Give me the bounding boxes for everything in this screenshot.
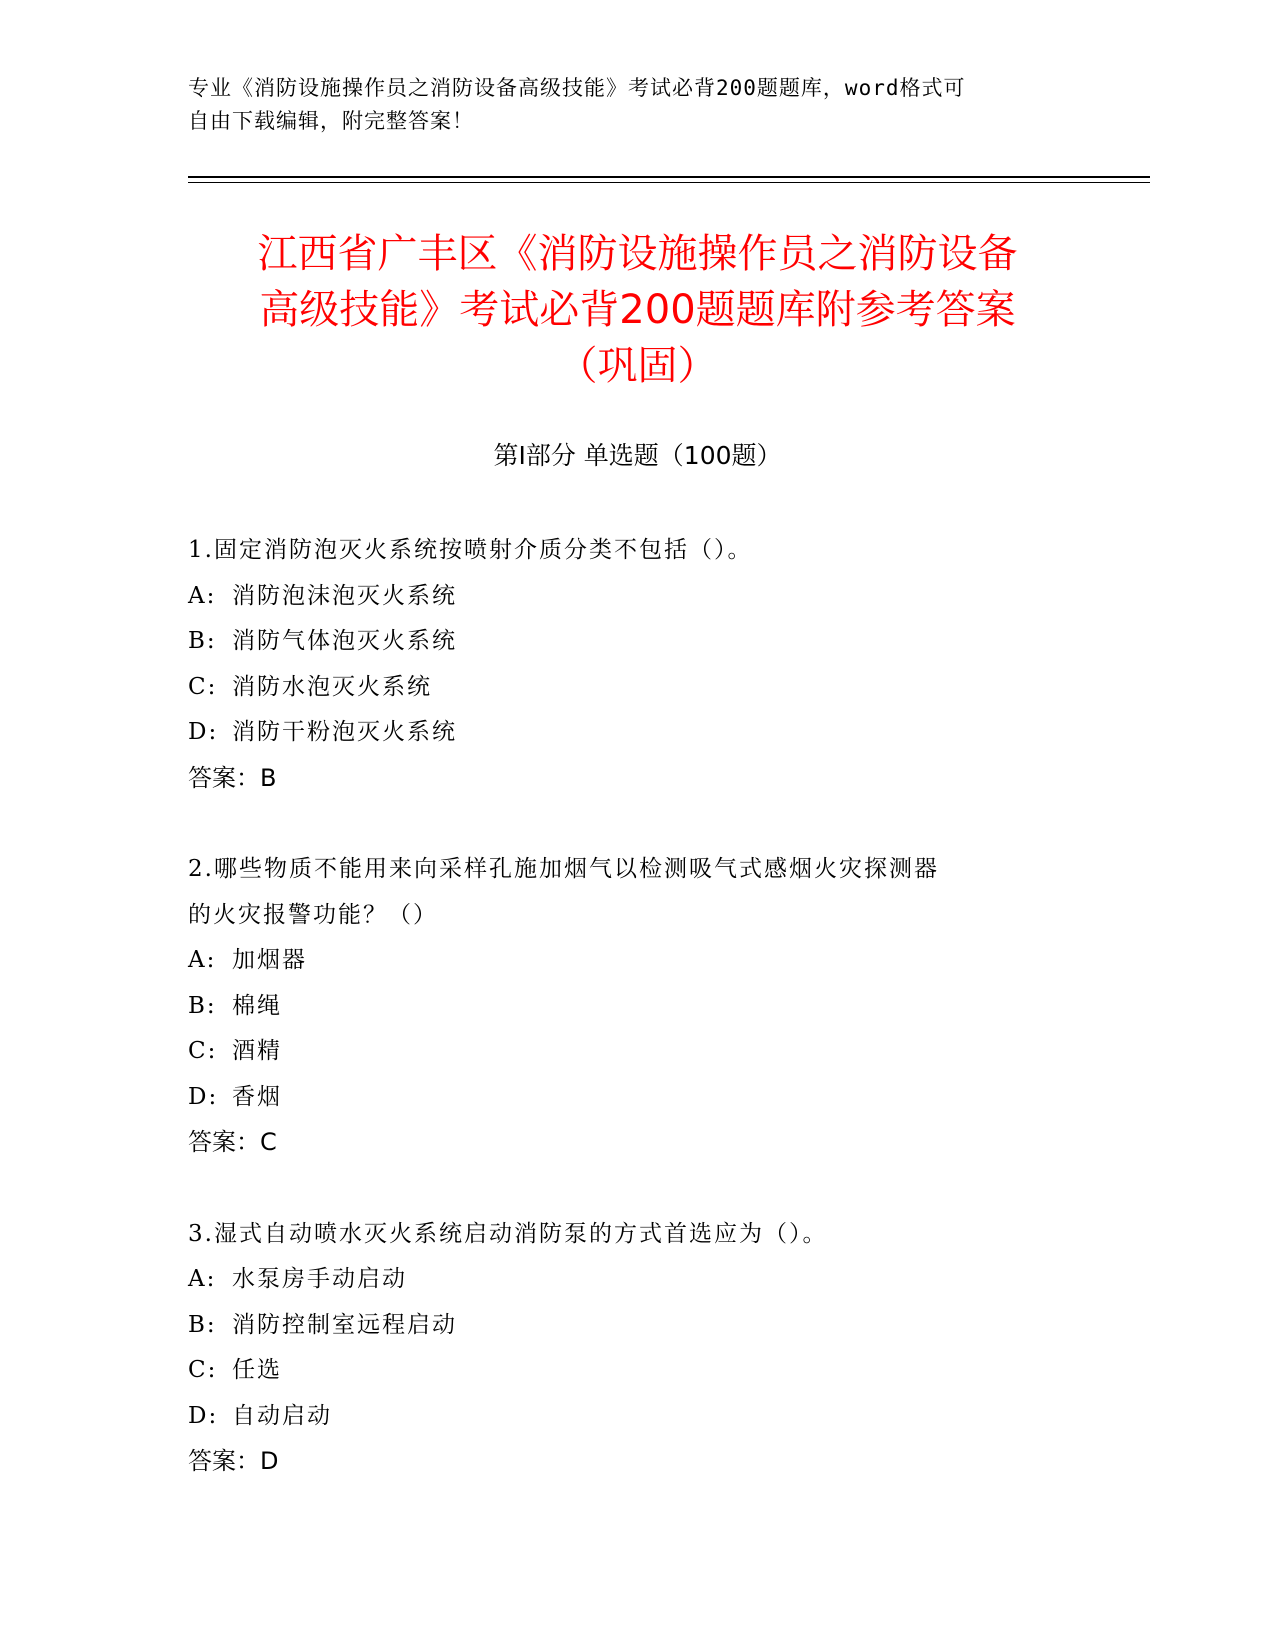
question-3 bbox=[188, 1212, 1088, 1485]
document-title-line-2: 高级技能》考试必背200题题库附参考答案 bbox=[259, 287, 1016, 333]
option-b bbox=[188, 1303, 1088, 1349]
option-d bbox=[188, 1394, 1088, 1440]
option-text: 棉绳 bbox=[232, 992, 282, 1019]
option-text: 酒精 bbox=[232, 1038, 282, 1064]
option-c bbox=[188, 1029, 1088, 1075]
question-stem: 3.湿式自动喷水灭火系统启动消防泵的方式首选应为（）。 bbox=[188, 1220, 828, 1247]
answer: 答案：D bbox=[188, 1447, 279, 1475]
option-a bbox=[188, 574, 1088, 620]
document-title-line-1: 江西省广丰区《消防设施操作员之消防设备 bbox=[257, 231, 1018, 277]
option-key: A: bbox=[188, 1266, 217, 1292]
option-text: 水泵房手动启动 bbox=[232, 1266, 407, 1292]
document-title-line-3: （巩固） bbox=[557, 343, 718, 389]
header-divider-thin bbox=[188, 182, 1150, 183]
option-key: C: bbox=[188, 1357, 218, 1383]
option-text: 消防水泡灭火系统 bbox=[232, 673, 432, 700]
option-a bbox=[188, 1257, 1088, 1303]
option-text: 消防控制室远程启动 bbox=[232, 1311, 457, 1338]
option-text: 自动启动 bbox=[232, 1402, 332, 1429]
question-1 bbox=[188, 528, 1088, 801]
answer: 答案：B bbox=[188, 763, 277, 792]
question-stem-continued: 的火灾报警功能？（） bbox=[188, 901, 438, 928]
question-stem: 2.哪些物质不能用来向采样孔施加烟气以检测吸气式感烟火灾探测器 bbox=[188, 856, 939, 882]
option-b bbox=[188, 984, 1088, 1030]
header-note-line-1: 专业《消防设施操作员之消防设备高级技能》考试必背200题题库，word格式可 bbox=[188, 76, 966, 100]
option-key: D: bbox=[188, 1402, 219, 1429]
document-title bbox=[150, 226, 1125, 394]
answer: 答案：C bbox=[188, 1128, 277, 1156]
question-stem: 1.固定消防泡灭火系统按喷射介质分类不包括（）。 bbox=[188, 537, 753, 563]
option-text: 加烟器 bbox=[232, 947, 307, 973]
option-key: B: bbox=[188, 992, 217, 1019]
section-heading: 第Ⅰ部分 单选题（100题） bbox=[493, 441, 782, 470]
option-text: 消防干粉泡灭火系统 bbox=[232, 719, 457, 745]
option-key: D: bbox=[188, 719, 219, 745]
option-a bbox=[188, 938, 1088, 984]
option-text: 消防泡沫泡灭火系统 bbox=[232, 582, 457, 609]
option-d bbox=[188, 1075, 1088, 1121]
option-text: 消防气体泡灭火系统 bbox=[232, 628, 457, 654]
option-d bbox=[188, 710, 1088, 756]
option-text: 香烟 bbox=[232, 1083, 282, 1110]
question-2 bbox=[188, 847, 1088, 1166]
option-c bbox=[188, 665, 1088, 711]
option-key: B: bbox=[188, 1311, 217, 1338]
option-key: D: bbox=[188, 1083, 219, 1110]
option-key: A: bbox=[188, 947, 217, 973]
option-key: B: bbox=[188, 628, 217, 654]
header-note-line-2: 自由下载编辑，附完整答案！ bbox=[188, 109, 474, 133]
question-list bbox=[188, 528, 1088, 1531]
option-b bbox=[188, 619, 1088, 665]
option-text: 任选 bbox=[232, 1357, 282, 1383]
header-note bbox=[188, 72, 1088, 138]
header-divider-thick bbox=[188, 176, 1150, 178]
option-c bbox=[188, 1348, 1088, 1394]
option-key: C: bbox=[188, 1038, 218, 1064]
option-key: C: bbox=[188, 673, 218, 700]
option-key: A: bbox=[188, 582, 217, 609]
